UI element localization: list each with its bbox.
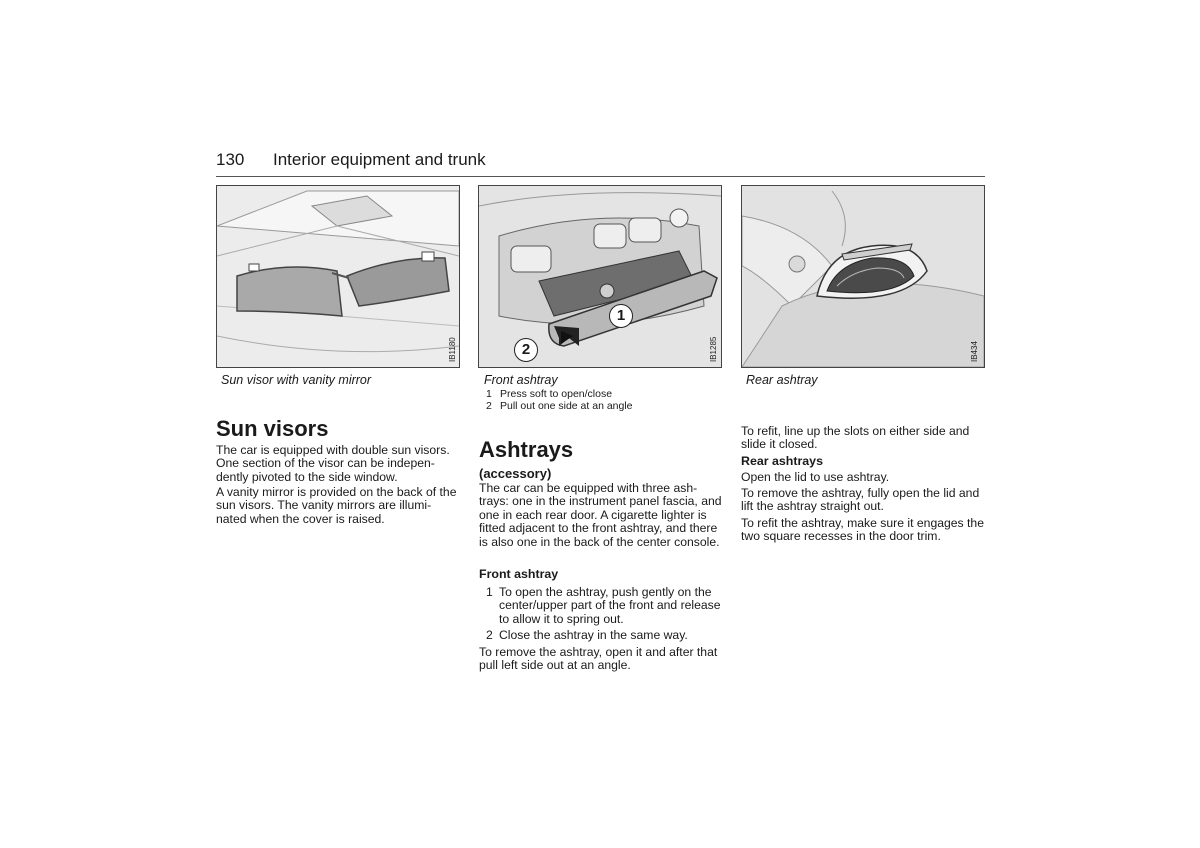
heading-sun-visors: Sun visors xyxy=(216,416,329,441)
list-item: 1 To open the ashtray, push gently on the center/upper part of the front and release to allow it to spring out. xyxy=(486,585,721,626)
paragraph: The car can be equipped with three ash-trays: one in the instrument panel fascia, and one in each rear door. A cigarette lighter is fitted adjacent to the front ashtray, and there is also one in the back of the center console. xyxy=(479,481,722,549)
paragraph: A vanity mirror is provided on the back of the sun visors. The vanity mirrors are illumi-nated when the cover is raised. xyxy=(216,485,457,526)
subheading-rear-ashtrays: Rear ashtrays xyxy=(741,454,823,468)
page-header xyxy=(216,148,986,178)
figure-code: IB434 xyxy=(970,341,979,362)
subheading-accessory: (accessory) xyxy=(479,466,552,481)
paragraph: To refit, line up the slots on either side and slide it closed. xyxy=(741,424,970,452)
rear-ashtray-illustration xyxy=(742,186,984,367)
callout-2: 2 xyxy=(514,338,538,362)
figure-code: IB1180 xyxy=(448,337,457,362)
front-ashtray-illustration xyxy=(479,186,721,367)
header-rule xyxy=(216,176,985,177)
caption-rear-ashtray: Rear ashtray xyxy=(746,373,818,387)
figure-legend xyxy=(486,388,633,412)
figure-front-ashtray xyxy=(478,185,722,368)
figure-code: IB1285 xyxy=(709,336,718,362)
figure-sun-visor xyxy=(216,185,460,368)
paragraph: Open the lid to use ashtray. xyxy=(741,470,890,484)
page-title: Interior equipment and trunk xyxy=(273,150,486,169)
subheading-front-ashtray: Front ashtray xyxy=(479,567,559,581)
caption-sun-visor: Sun visor with vanity mirror xyxy=(221,373,372,387)
paragraph: The car is equipped with double sun visors. One section of the visor can be indepen-dently pivoted to the side window. xyxy=(216,443,450,484)
paragraph: To remove the ashtray, fully open the lid and lift the ashtray straight out. xyxy=(741,486,980,514)
caption-front-ashtray: Front ashtray xyxy=(484,373,558,387)
heading-ashtrays: Ashtrays xyxy=(479,437,574,462)
figure-rear-ashtray xyxy=(741,185,985,368)
paragraph: To remove the ashtray, open it and after that pull left side out at an angle. xyxy=(479,645,718,673)
list-item: 2 Close the ashtray in the same way. xyxy=(486,628,688,642)
page-number: 130 xyxy=(216,150,245,169)
paragraph: To refit the ashtray, make sure it engages the two square recesses in the door trim. xyxy=(741,516,984,544)
legend-item: 1 Press soft to open/close xyxy=(486,388,613,400)
sun-visor-illustration xyxy=(217,186,459,367)
callout-1: 1 xyxy=(609,304,633,328)
legend-item: 2 Pull out one side at an angle xyxy=(486,400,633,412)
